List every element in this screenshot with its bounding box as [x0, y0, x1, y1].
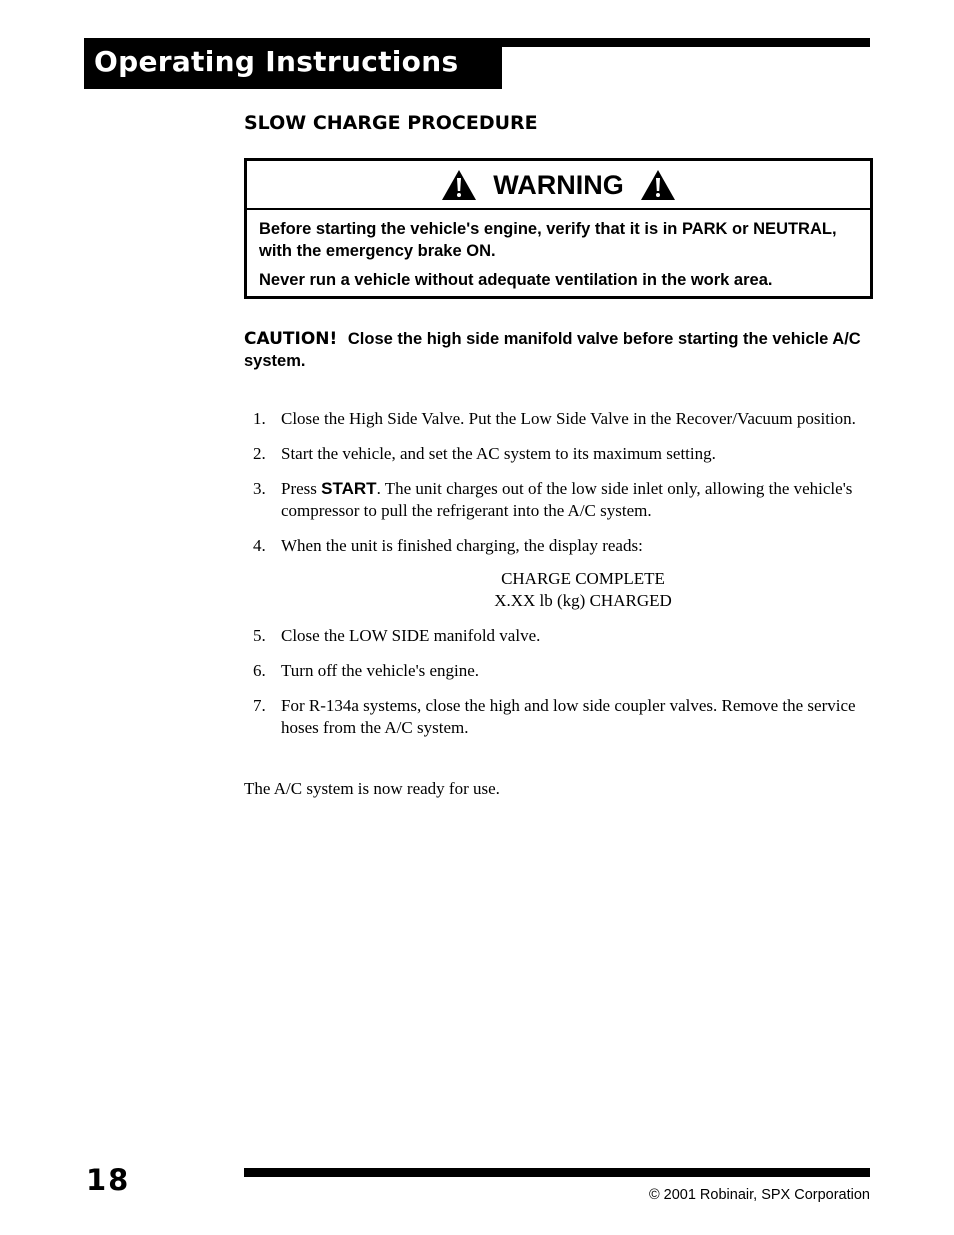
step-number: 4.: [253, 536, 266, 555]
list-item: [244, 625, 860, 647]
section-title: SLOW CHARGE PROCEDURE: [244, 112, 538, 134]
start-keyword: START: [321, 479, 377, 498]
step-text-post: . The unit charges out of the low side inlet only, allowing the vehicle's compressor to pull the refrigerant into the A/C system.: [281, 479, 853, 520]
closing-text: The A/C system is now ready for use.: [244, 779, 500, 798]
footer-rule: [244, 1168, 870, 1177]
list-item: [244, 695, 860, 739]
step-text: [281, 478, 860, 522]
readout-line: CHARGE COMPLETE: [501, 569, 665, 588]
step-number: 2.: [253, 444, 266, 463]
page-number: 18: [86, 1163, 131, 1197]
step-text: Close the High Side Valve. Put the Low Side Valve in the Recover/Vacuum position.: [281, 409, 856, 428]
list-item: [244, 478, 860, 522]
step-text: Turn off the vehicle's engine.: [281, 661, 480, 680]
step-text-pre: Press: [281, 479, 322, 498]
step-number: 3.: [253, 479, 266, 498]
caution-text: Close the high side manifold valve before starting the vehicle A/C system.: [244, 330, 861, 370]
warning-line: Never run a vehicle without adequate ventilation in the work area.: [259, 271, 773, 289]
warning-line: Before starting the vehicle's engine, verify that it is in PARK or NEUTRAL, with the emergency brake ON.: [259, 220, 837, 260]
warning-header: [247, 161, 870, 210]
display-readout: [306, 568, 860, 612]
warning-label: WARNING: [493, 169, 624, 200]
warning-triangle-icon: [441, 169, 477, 201]
list-item: [244, 443, 860, 465]
procedure-steps: [244, 408, 860, 752]
page-title: Operating Instructions: [94, 45, 459, 78]
caution-label: CAUTION!: [244, 329, 338, 349]
step-number: 7.: [253, 696, 266, 715]
list-item: [244, 535, 860, 557]
warning-body: [247, 210, 870, 291]
warning-triangle-icon: [640, 169, 676, 201]
list-item: [244, 408, 860, 430]
copyright: © 2001 Robinair, SPX Corporation: [648, 1187, 870, 1203]
step-text: When the unit is finished charging, the display reads:: [281, 536, 643, 555]
step-number: 6.: [253, 661, 266, 680]
readout-line: X.XX lb (kg) CHARGED: [494, 591, 672, 610]
list-item: [244, 660, 860, 682]
caution-note: [244, 328, 864, 372]
step-text: For R-134a systems, close the high and low side coupler valves. Remove the service hoses from the A/C system.: [281, 696, 856, 737]
step-number: 1.: [253, 409, 266, 428]
warning-box: [244, 158, 873, 299]
step-text: Start the vehicle, and set the AC system to its maximum setting.: [281, 444, 716, 463]
step-number: 5.: [253, 626, 266, 645]
step-text: Close the LOW SIDE manifold valve.: [281, 626, 541, 645]
